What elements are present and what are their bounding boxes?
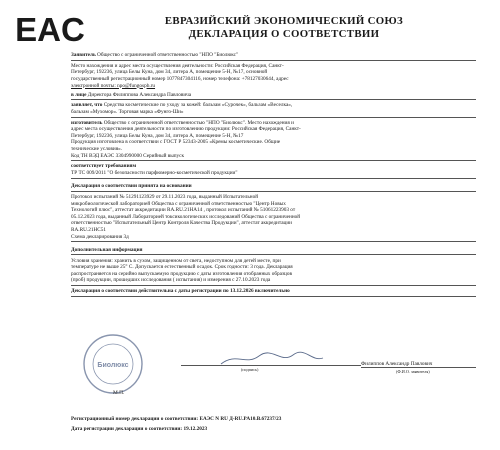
manufacturer-line-5: технические условия». bbox=[71, 146, 123, 153]
divider bbox=[71, 254, 476, 255]
registration-date: Дата регистрации декларации о соответствии: 19.12.2023 bbox=[71, 426, 208, 432]
applicant-name: Общество с ограниченной ответственностью "НПО "Биолюкс" bbox=[95, 52, 239, 58]
document-header bbox=[15, 11, 476, 48]
applicant-label: Заявитель bbox=[71, 52, 96, 58]
additional-line-4: (проб) продукции, прошедших исследования ( испытания) и измерения с 27.10.2023 года bbox=[71, 277, 271, 284]
manufacturer-line-2: адрес места осуществления деятельности по изготовлению продукции: Российская Федерация, Санкт- bbox=[71, 126, 301, 133]
signer-name-caption: (Ф.И.О. заявителя) bbox=[396, 369, 430, 374]
manufacturer-line-6: Код ТН ВЭД ЕАЭС 3304990000 Серийный выпуск bbox=[71, 152, 185, 159]
requirements-text: ТР ТС 009/2011 "О безопасности парфюмерно-косметической продукции" bbox=[71, 170, 238, 177]
basis-line-2: микробиологической лабораторией Общества с ограниченной ответственностью "Центр Новых bbox=[71, 200, 286, 207]
basis-line-1: Протокол испытаний № 51291123929 от 29.11.2023 года, выданный Испытательной bbox=[71, 194, 259, 200]
stamp-text: Биолюкс bbox=[97, 362, 129, 369]
registration-number: Регистрационный номер декларации о соответствии: ЕАЭС N RU Д-RU.PA10.B.67237/23 bbox=[71, 416, 282, 422]
eac-logo bbox=[15, 11, 85, 48]
mp-label: М.П. bbox=[113, 390, 125, 396]
basis-label: Декларация о соответствии принята на основании bbox=[71, 183, 192, 190]
person-name: Директора Филиппова Александра Павловича bbox=[86, 91, 192, 98]
declares-label: заявляет, что bbox=[71, 102, 103, 109]
signature-line bbox=[181, 365, 361, 366]
signature-area bbox=[71, 348, 476, 408]
signature-caption: (подпись) bbox=[241, 367, 259, 372]
person-label: в лице bbox=[71, 91, 87, 98]
applicant-person bbox=[71, 92, 476, 99]
additional-line-1: Условия хранения: хранить в сухом, защищенном от света, недоступном для детей месте, при bbox=[71, 257, 281, 264]
title-block bbox=[92, 15, 476, 41]
divider bbox=[71, 241, 476, 242]
divider bbox=[71, 191, 476, 192]
applicant-address-4: электронной почты: npo@fungospb.ru bbox=[71, 82, 156, 89]
eac-logo-text: EAC bbox=[15, 11, 85, 48]
registration-footer bbox=[71, 416, 476, 436]
manufacturer-line-3: Петербург, 192236, улица Белы Куна, дом 34, литера А, помещение 5-Н, №17 bbox=[71, 132, 244, 139]
basis-line-7: Схема декларирования 3д bbox=[71, 233, 129, 240]
declares-line-2: бальзам «Мухомор». Торговая марка «Фунго-Ши» bbox=[71, 108, 184, 115]
basis-line-4: 05.12.2023 года, выданный Лабораторией токсикологических исследований Общества с ограниченной bbox=[71, 213, 301, 220]
manufacturer-line-4: Продукция изготовлена в соответствии с ГОСТ Р 52343-2005 «Кремы косметические. Общие bbox=[71, 139, 281, 146]
additional-line-2: температуре не выше 25° С. Допускается естественный осадок. Срок годности: 3 года. Декларация bbox=[71, 264, 293, 271]
validity-text: Декларация о соответствии действительна с даты регистрации по 13.12.2026 включительно bbox=[71, 288, 290, 295]
divider bbox=[71, 117, 476, 118]
declares-text-1: Средства косметические по уходу за кожей: бальзам «Сурочек», бальзам «Веселка», bbox=[102, 102, 293, 109]
declaration-body bbox=[71, 52, 476, 299]
company-stamp bbox=[81, 332, 145, 396]
manufacturer-text-1: Общество с ограниченной ответственностью "НПО "Биолюкс". Место нахождения и bbox=[102, 119, 294, 126]
divider bbox=[71, 178, 476, 179]
applicant-address-1: Место нахождения и адрес места осуществления деятельности: Российская Федерация, Санкт- bbox=[71, 62, 284, 69]
applicant-address-2: Петербург, 192236, улица Белы Куна, дом 34, литера А, помещение 5-Н, №17, основной bbox=[71, 69, 268, 76]
applicant-line bbox=[71, 52, 476, 59]
signer-name-line bbox=[361, 367, 476, 368]
additional-label: Дополнительная информация bbox=[71, 246, 143, 253]
basis-line-5: ответственностью "Испытательный Центр Контроля Качества Продукции", аттестат аккредитации bbox=[71, 220, 292, 227]
divider bbox=[71, 296, 476, 297]
manufacturer-label: изготовитель bbox=[71, 119, 103, 126]
divider bbox=[71, 285, 476, 286]
divider bbox=[71, 99, 476, 100]
declaration-title: ДЕКЛАРАЦИЯ О СООТВЕТСТВИИ bbox=[188, 28, 380, 40]
union-title: ЕВРАЗИЙСКИЙ ЭКОНОМИЧЕСКИЙ СОЮЗ bbox=[164, 15, 404, 27]
applicant-address-3: государственный регистрационный номер 1077847304116, номер телефона: +78127030644, адрес bbox=[71, 75, 289, 82]
divider bbox=[71, 60, 476, 61]
signer-name: Филиппов Александр Павлович bbox=[361, 361, 433, 367]
additional-line-3: распространяется на серийно выпускаемую продукцию с даты изготовления отобранных образцов bbox=[71, 270, 292, 277]
requirements-label: соответствует требованиям bbox=[71, 163, 137, 170]
divider bbox=[71, 160, 476, 161]
declares-line-1 bbox=[71, 102, 476, 109]
basis-line-3: Технологий плюс", аттестат аккредитации RA.RU.21HA14 , протокол испытаний № 51061223903 от bbox=[71, 207, 296, 214]
basis-line-6: RA.RU.21HC51 bbox=[71, 226, 107, 233]
